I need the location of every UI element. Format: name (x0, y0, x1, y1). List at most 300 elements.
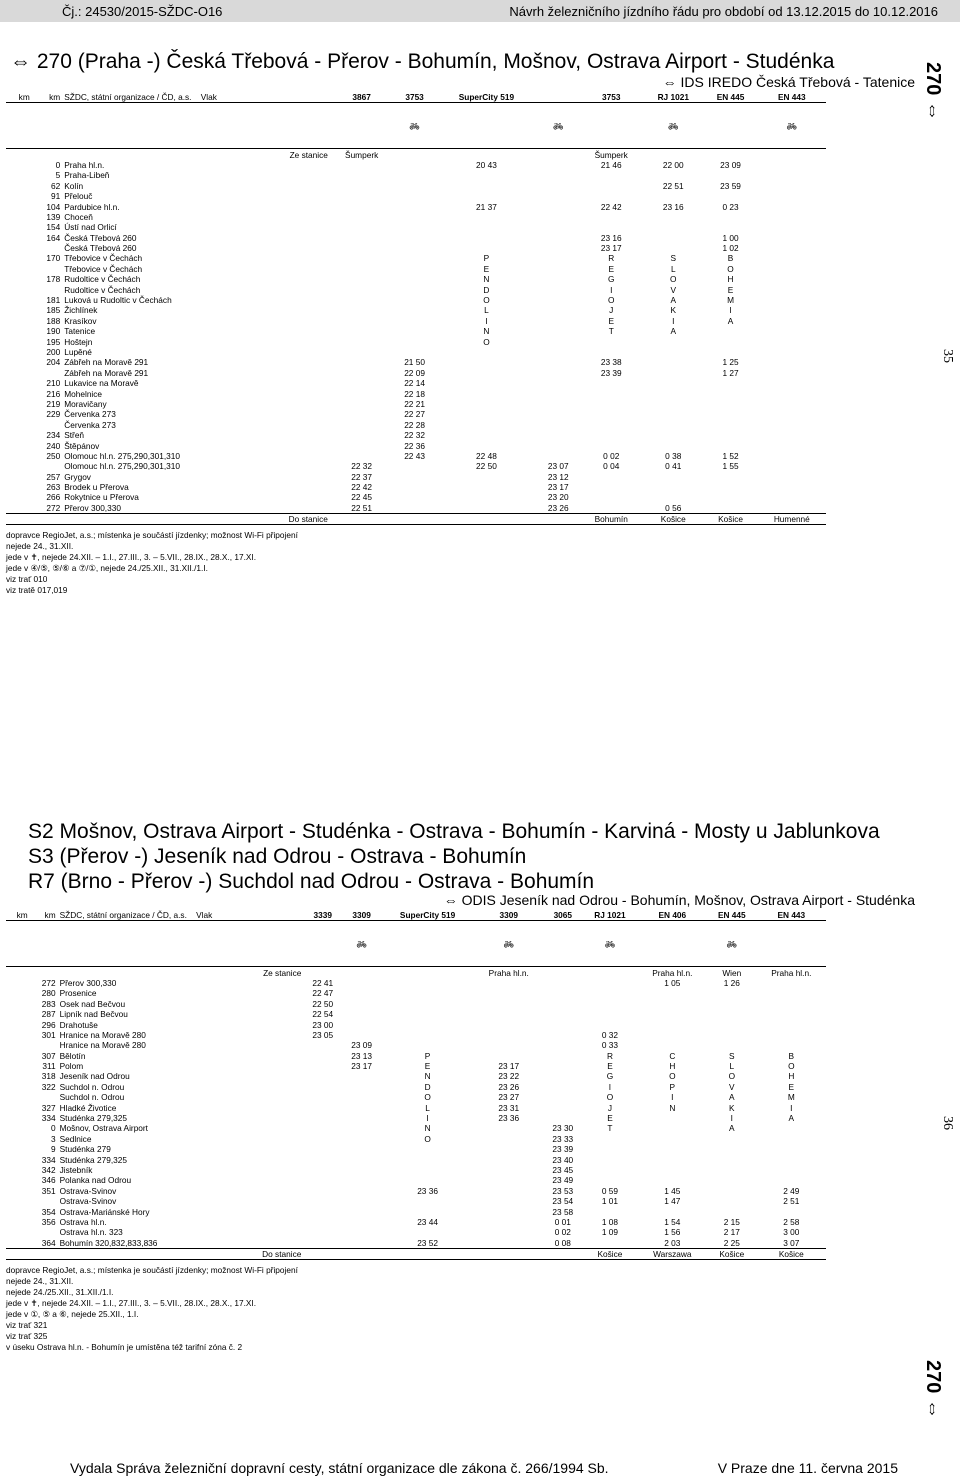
km-value (6, 420, 32, 430)
timetable-row (6, 357, 826, 367)
time-value (537, 212, 579, 222)
time-value (436, 170, 537, 180)
time-value (303, 1154, 342, 1164)
footnote: v úseku Ostrava hl.n. - Bohumín je umístěna též tarifní zóna č. 2 (6, 1342, 243, 1352)
timetable-row (6, 1051, 826, 1061)
train-label: Vlak (200, 92, 217, 103)
time-value (582, 1238, 637, 1249)
time-value (579, 378, 643, 388)
time-value (537, 191, 579, 201)
time-value: 1 27 (722, 367, 739, 378)
km-value (6, 212, 32, 222)
station-name: Lukavice na Moravě (64, 378, 139, 389)
destination-station (474, 1248, 543, 1259)
time-value: 22 32 (404, 430, 425, 441)
time-value: N (424, 1071, 431, 1082)
time-value (703, 378, 757, 388)
time-value (707, 1175, 757, 1185)
station-name: Pardubice hl.n. (64, 201, 120, 212)
time-value (474, 1175, 543, 1185)
time-value (579, 399, 643, 409)
station-name: Brodek u Přerova (64, 482, 129, 493)
km-value (6, 316, 32, 326)
time-value: 0 32 (601, 1029, 619, 1040)
km-value (6, 305, 32, 315)
document-header (0, 0, 960, 22)
train-number: 3065 (553, 910, 573, 921)
time-value (579, 482, 643, 492)
time-value (703, 482, 757, 492)
time-value (474, 1154, 543, 1164)
time-value (330, 368, 394, 378)
time-value: K (729, 1102, 735, 1113)
station-name: Ostrava hl.n. (59, 1216, 107, 1227)
train-number: EN 406 (658, 910, 687, 921)
icon-cell (579, 103, 643, 149)
km-value: 104 (46, 201, 61, 212)
timetable-row (6, 368, 826, 378)
time-value: B (788, 1050, 795, 1061)
time-value: 1 55 (722, 461, 739, 472)
time-value (381, 978, 474, 988)
time-value: I (671, 1092, 674, 1103)
km-value (6, 1154, 30, 1164)
footnote: viz tratě 017,019 (6, 585, 68, 595)
time-value (758, 472, 826, 482)
timetable-row (6, 1071, 826, 1081)
destination-label: Do stanice (262, 1249, 302, 1260)
time-value (543, 1082, 582, 1092)
time-value (543, 1102, 582, 1112)
time-value: A (670, 326, 677, 337)
time-value: 3 00 (783, 1227, 800, 1238)
time-value: O (483, 336, 490, 347)
km-value (6, 482, 32, 492)
time-value: 1 56 (664, 1227, 681, 1238)
km-value (6, 368, 32, 378)
time-value (758, 420, 826, 430)
time-value: 21 46 (600, 159, 622, 170)
time-value (393, 316, 435, 326)
time-value (643, 347, 703, 357)
time-value: 0 04 (603, 461, 620, 472)
km-value: 210 (46, 378, 61, 389)
time-value (579, 430, 643, 440)
time-value (393, 503, 435, 514)
timetable-row (6, 451, 826, 461)
spacer (6, 967, 30, 978)
time-value (757, 1144, 826, 1154)
origin-station (543, 967, 582, 978)
time-value (474, 1186, 543, 1196)
km-value: 195 (46, 336, 61, 347)
time-value (579, 472, 643, 482)
time-value (537, 409, 579, 419)
time-value: 23 30 (552, 1123, 574, 1134)
time-value (537, 388, 579, 398)
time-value (393, 326, 435, 336)
station-name: Studénka 279,325 (59, 1113, 127, 1124)
train-number: 3867 (352, 92, 371, 103)
section2-title-r7: R7 (Brno - Přerov -) Suchdol nad Odrou - Ostrava - Bohumín (28, 870, 595, 893)
time-value (537, 357, 579, 367)
time-value: M (727, 295, 734, 306)
station-name: Studénka 279,325 (59, 1154, 127, 1165)
km-value (32, 264, 62, 274)
km-value (6, 1123, 30, 1133)
km-value (6, 1144, 30, 1154)
time-value: I (610, 284, 613, 295)
km-value: 3 (50, 1133, 56, 1144)
time-value (342, 1009, 381, 1019)
km-value (6, 409, 32, 419)
km-value (6, 181, 32, 191)
time-value (342, 1019, 381, 1029)
time-value (537, 378, 579, 388)
time-value: J (607, 1102, 613, 1113)
station-name: Moravičany (64, 398, 107, 409)
time-value (543, 1040, 582, 1050)
time-value (537, 201, 579, 211)
time-value: 1 45 (664, 1185, 681, 1196)
time-value: 23 31 (498, 1102, 520, 1113)
time-value (707, 1165, 757, 1175)
time-value (330, 170, 394, 180)
time-value (758, 191, 826, 201)
time-value (436, 440, 537, 450)
time-value (342, 1165, 381, 1175)
time-value (643, 170, 703, 180)
time-value: 0 38 (665, 450, 682, 461)
timetable-row (6, 461, 826, 471)
time-value (381, 1206, 474, 1216)
km-value (6, 440, 32, 450)
km-value: 354 (41, 1206, 56, 1217)
time-value: H (788, 1071, 795, 1082)
time-value (342, 1227, 381, 1237)
time-value: 23 22 (498, 1071, 520, 1082)
time-value (758, 243, 826, 253)
station-name: Ostrava-Svinov (59, 1196, 117, 1207)
km-value (6, 999, 30, 1009)
time-value: E (608, 315, 614, 326)
time-value (543, 988, 582, 998)
time-value (703, 472, 757, 482)
time-value: 23 26 (547, 502, 569, 513)
km-value (6, 191, 32, 201)
time-value (393, 472, 435, 482)
time-value: M (787, 1092, 795, 1103)
operator-header (58, 910, 304, 921)
time-value: I (485, 315, 488, 326)
time-value: 3 07 (783, 1237, 800, 1248)
time-value (342, 1102, 381, 1112)
time-value: 23 39 (552, 1144, 574, 1155)
time-value (474, 1051, 543, 1061)
icon-cell (58, 921, 304, 967)
km-value: 164 (46, 232, 61, 243)
time-value (707, 1009, 757, 1019)
km-value: 283 (41, 998, 56, 1009)
km-value: 204 (46, 357, 61, 368)
timetable-row (6, 440, 826, 450)
time-value (342, 1196, 381, 1206)
time-value (757, 1165, 826, 1175)
time-value (537, 253, 579, 263)
time-value (758, 368, 826, 378)
time-value (758, 233, 826, 243)
train-label: Vlak (196, 910, 213, 921)
time-value (703, 492, 757, 502)
section2-notes (6, 1265, 298, 1353)
time-value (643, 378, 703, 388)
time-value: 22 50 (312, 998, 334, 1009)
km-value: 272 (46, 502, 61, 513)
time-value (543, 1061, 582, 1071)
footnote: nejede 24., 31.XII. (6, 541, 74, 551)
timetable-row (6, 233, 826, 243)
time-value (474, 1217, 543, 1227)
km-value: 0 (50, 1123, 56, 1134)
time-value (758, 503, 826, 514)
time-value (474, 1019, 543, 1029)
time-value (579, 212, 643, 222)
origin-station (303, 967, 342, 978)
origin-row (6, 967, 826, 978)
icon-cell (703, 103, 757, 149)
train-number: 3309 (352, 910, 371, 921)
time-value (537, 274, 579, 284)
time-value: 1 25 (722, 357, 739, 368)
time-value (436, 409, 537, 419)
time-value (638, 999, 707, 1009)
time-value: 22 45 (351, 492, 373, 503)
destination-station: Košice (778, 1249, 804, 1260)
time-value (758, 409, 826, 419)
time-value: 22 21 (404, 398, 425, 409)
station-name: Ústí nad Orlicí (64, 222, 117, 233)
time-value: 22 36 (404, 440, 425, 451)
time-value: P (669, 1081, 676, 1092)
km-value: 356 (41, 1216, 56, 1227)
time-value: 21 37 (476, 201, 497, 212)
time-value: A (670, 295, 677, 306)
origin-label: Ze stanice (263, 967, 302, 978)
km-value (6, 284, 32, 294)
time-value (381, 999, 474, 1009)
km-value (6, 1040, 30, 1050)
timetable-row (6, 1217, 826, 1227)
timetable-row (6, 347, 826, 357)
time-value (303, 1123, 342, 1133)
time-value (381, 1019, 474, 1029)
time-value (436, 492, 537, 502)
destination-station: Košice (718, 514, 743, 525)
time-value (330, 160, 394, 170)
train-number (537, 92, 579, 103)
time-value (579, 191, 643, 201)
time-value (638, 1154, 707, 1164)
time-value (474, 1238, 543, 1249)
station-name: Krasíkov (64, 315, 97, 326)
timetable-row (6, 160, 826, 170)
timetable-row (6, 1123, 826, 1133)
time-value (638, 1040, 707, 1050)
timetable-row (6, 253, 826, 263)
station-name: Ostrava hl.n. 323 (59, 1227, 123, 1238)
station-name: Bohumín 320,832,833,836 (59, 1237, 158, 1248)
icon-cell (6, 921, 30, 967)
km-value: 139 (46, 211, 61, 222)
document-subtitle: Návrh železničního jízdního řádu pro období od 13.12.2015 do 10.12.2016 (509, 4, 938, 19)
station-name: Žichlínek (64, 305, 98, 316)
time-value: 23 40 (552, 1154, 574, 1165)
time-value: 2 03 (664, 1237, 681, 1248)
km-header: km (49, 92, 61, 103)
time-value (342, 1217, 381, 1227)
bicycle-icon: 🚲︎ (604, 938, 616, 949)
time-value: 1 54 (664, 1216, 681, 1227)
station-name: Mošnov, Ostrava Airport (59, 1123, 148, 1134)
time-value: L (729, 1061, 735, 1072)
station-name: Červenka 273 (64, 419, 116, 430)
destination-row (6, 1248, 826, 1259)
km-value (30, 1196, 58, 1206)
timetable-row (6, 170, 826, 180)
timetable-row (6, 212, 826, 222)
time-value: D (483, 284, 490, 295)
time-value: O (424, 1133, 431, 1144)
time-value (330, 378, 394, 388)
km-value: 181 (46, 295, 61, 306)
station-name: Lupěné (64, 347, 92, 357)
time-value: 22 48 (476, 450, 497, 461)
time-value (474, 1134, 543, 1144)
station-name: Česká Třebová 260 (64, 243, 137, 254)
train-number: 3753 (405, 92, 424, 103)
time-value (579, 503, 643, 514)
time-value: 0 01 (554, 1216, 571, 1227)
section2-title-s3: S3 (Přerov -) Jeseník nad Odrou - Ostrava - Bohumín (28, 845, 527, 868)
station-name: Olomouc hl.n. 275,290,301,310 (64, 461, 180, 472)
page-number-36: 36 (940, 1116, 955, 1130)
timetable-row (6, 472, 826, 482)
km-value: 263 (46, 482, 61, 493)
km-value: 296 (41, 1019, 56, 1030)
km-value: 342 (41, 1165, 56, 1175)
time-value (758, 295, 826, 305)
time-value (643, 368, 703, 378)
train-number: 3753 (602, 92, 621, 103)
time-value (303, 1196, 342, 1206)
time-value (579, 170, 643, 180)
origin-station (758, 149, 826, 160)
spacer (30, 1248, 58, 1259)
time-value (303, 1092, 342, 1102)
time-value (537, 243, 579, 253)
km-value (6, 1102, 30, 1112)
km-value: 351 (41, 1185, 56, 1196)
time-value (381, 988, 474, 998)
station-name: Štěpánov (64, 440, 100, 451)
time-value (393, 222, 435, 232)
time-value: E (727, 284, 734, 295)
destination-station (330, 514, 394, 525)
time-value (436, 347, 537, 357)
km-value: 229 (46, 409, 61, 420)
km-value: 9 (50, 1144, 56, 1155)
km-value: 250 (46, 450, 61, 461)
time-value (757, 1123, 826, 1133)
station-name: Zábřeh na Moravě 291 (64, 367, 149, 378)
time-value (303, 1165, 342, 1175)
time-value (643, 233, 703, 243)
spacer (6, 1248, 30, 1259)
time-value: I (730, 1113, 733, 1124)
time-value (758, 492, 826, 502)
time-value: N (483, 326, 490, 337)
time-value (758, 440, 826, 450)
bicycle-icon: 🚲︎ (409, 120, 420, 131)
km-value (6, 222, 32, 232)
time-value (381, 1175, 474, 1185)
time-value (393, 233, 435, 243)
origin-station (537, 149, 579, 160)
station-name: Přelouč (64, 191, 93, 202)
time-value: 23 17 (351, 1061, 372, 1072)
time-value: 1 08 (601, 1216, 619, 1227)
time-value: 23 38 (600, 357, 622, 368)
time-value (393, 295, 435, 305)
km-value: 5 (55, 170, 61, 181)
time-value (579, 409, 643, 419)
origin-station (436, 149, 537, 160)
time-value (474, 978, 543, 988)
km-value: 240 (46, 440, 61, 451)
time-value (643, 409, 703, 419)
time-value (474, 1144, 543, 1154)
km-value (6, 170, 32, 180)
destination-station (436, 514, 537, 525)
time-value (474, 988, 543, 998)
time-value (303, 1217, 342, 1227)
time-value: 23 36 (417, 1185, 438, 1196)
section1-notes (6, 530, 298, 596)
station-name: Přerov 300,330 (59, 977, 117, 988)
km-value: 216 (46, 388, 61, 399)
train-number: SuperCity 519 (399, 910, 456, 921)
time-value (381, 1040, 474, 1050)
time-value (582, 1019, 637, 1029)
time-value: 1 02 (722, 243, 739, 254)
time-value (537, 326, 579, 336)
time-value: 23 07 (547, 461, 569, 472)
time-value: O (670, 274, 677, 285)
station-name: Přerov 300,330 (64, 502, 121, 513)
time-value (638, 1175, 707, 1185)
time-value (393, 492, 435, 502)
km-value: 307 (41, 1050, 56, 1061)
km-value: 266 (46, 492, 61, 503)
destination-station: Humenné (773, 514, 810, 525)
time-value (330, 284, 394, 294)
time-value (474, 1123, 543, 1133)
time-value (393, 284, 435, 294)
timetable-row (6, 1206, 826, 1216)
time-value: 23 20 (547, 492, 569, 503)
time-value (643, 388, 703, 398)
timetable-row (6, 1102, 826, 1112)
